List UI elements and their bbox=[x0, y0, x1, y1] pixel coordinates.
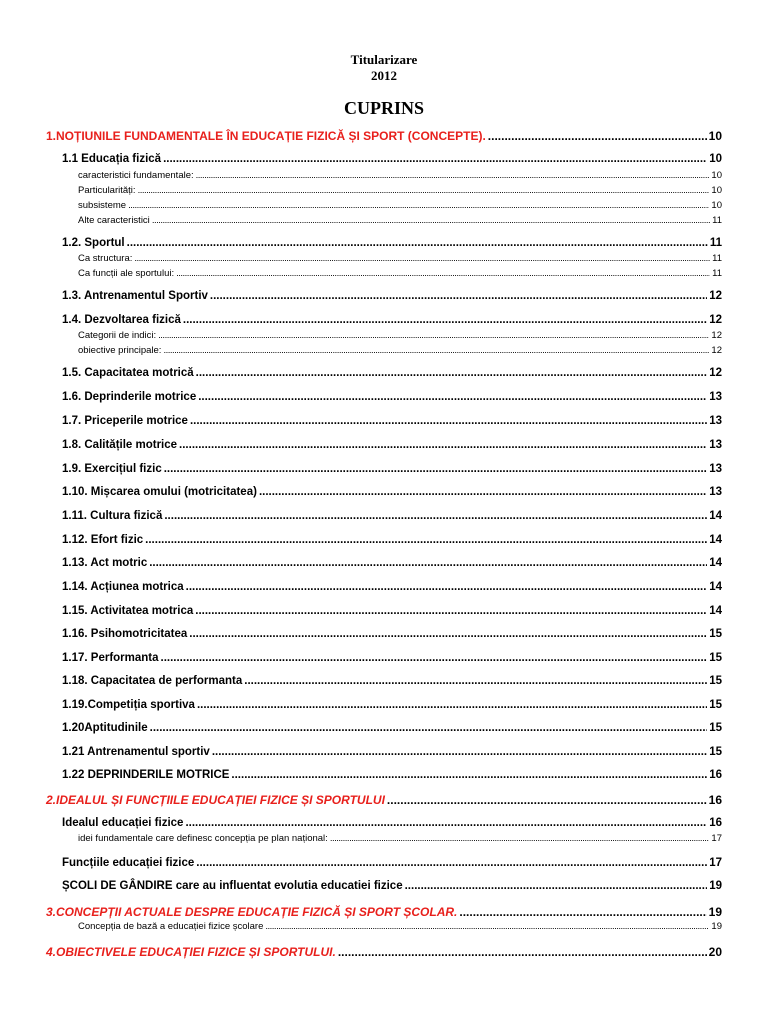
toc-entry-page-number: 11 bbox=[712, 215, 722, 226]
toc-entry-label: 1.1 Educația fizică bbox=[62, 153, 162, 165]
toc-entry-page-number: 14 bbox=[709, 534, 722, 546]
dot-leader bbox=[265, 921, 709, 932]
dot-leader bbox=[179, 439, 707, 451]
header-line1: Titularizare bbox=[350, 52, 418, 67]
toc-entry-level-1[interactable] bbox=[46, 905, 722, 919]
toc-entry-page-number: 14 bbox=[709, 510, 722, 522]
dot-leader bbox=[145, 534, 707, 546]
toc-entry-page-number: 10 bbox=[711, 200, 722, 211]
toc-entry-label: 1.12. Efort fizic bbox=[62, 534, 144, 546]
toc-entry-label: 1.9. Exercițiul fizic bbox=[62, 463, 162, 475]
toc-entry-page-number: 19 bbox=[708, 905, 722, 919]
toc-entry-level-2[interactable] bbox=[62, 415, 722, 427]
toc-entry-page-number: 10 bbox=[708, 129, 722, 143]
dot-leader bbox=[163, 153, 707, 165]
dot-leader bbox=[163, 345, 709, 356]
toc-entry-level-3[interactable] bbox=[78, 200, 722, 211]
toc-entry-page-number: 13 bbox=[709, 463, 722, 475]
toc-entry-page-number: 13 bbox=[709, 486, 722, 498]
toc-entry-level-3[interactable] bbox=[78, 833, 722, 844]
toc-entry-level-3[interactable] bbox=[78, 921, 722, 932]
toc-entry-page-number: 15 bbox=[709, 722, 722, 734]
toc-entry-label: 1.16. Psihomotricitatea bbox=[62, 628, 188, 640]
dot-leader bbox=[196, 170, 710, 181]
toc-entry-label: 1.19.Competiția sportiva bbox=[62, 699, 195, 711]
toc-entry-label: 1.14. Acțiunea motrica bbox=[62, 581, 184, 593]
toc-entry-page-number: 12 bbox=[711, 330, 722, 341]
toc-entry-level-2[interactable] bbox=[62, 237, 722, 249]
toc-entry-level-2[interactable] bbox=[62, 857, 722, 869]
toc-entry-label: Alte caracteristici bbox=[78, 215, 150, 226]
toc-entry-page-number: 12 bbox=[709, 290, 722, 302]
toc-entry-level-2[interactable] bbox=[62, 557, 722, 569]
dot-leader bbox=[387, 793, 707, 807]
toc-entry-page-number: 15 bbox=[709, 675, 722, 687]
toc-entry-page-number: 19 bbox=[709, 880, 722, 892]
dot-leader bbox=[127, 237, 708, 249]
toc-entry-page-number: 12 bbox=[711, 345, 722, 356]
dot-leader bbox=[195, 605, 707, 617]
toc-entry-level-2[interactable] bbox=[62, 628, 722, 640]
toc-entry-level-2[interactable] bbox=[62, 314, 722, 326]
toc-entry-page-number: 14 bbox=[709, 581, 722, 593]
dot-leader bbox=[198, 391, 707, 403]
toc-entry-page-number: 19 bbox=[711, 921, 722, 932]
toc-entry-page-number: 17 bbox=[711, 833, 722, 844]
toc-entry-label: Categorii de indici: bbox=[78, 330, 157, 341]
dot-leader bbox=[259, 486, 707, 498]
dot-leader bbox=[196, 367, 708, 379]
dot-leader bbox=[210, 290, 707, 302]
toc-entry-label: 1.17. Performanta bbox=[62, 652, 159, 664]
toc-entry-page-number: 13 bbox=[709, 439, 722, 451]
toc-entry-level-1[interactable] bbox=[46, 945, 722, 959]
dot-leader bbox=[164, 510, 707, 522]
toc-entry-label: Concepția de bază a educației fizice școlare bbox=[78, 921, 264, 932]
dot-leader bbox=[488, 129, 707, 143]
toc-entry-label: obiective principale: bbox=[78, 345, 162, 356]
toc-entry-page-number: 15 bbox=[709, 699, 722, 711]
dot-leader bbox=[185, 817, 707, 829]
toc-entry-label: 1.7. Priceperile motrice bbox=[62, 415, 188, 427]
toc-entry-level-2[interactable] bbox=[62, 439, 722, 451]
dot-leader bbox=[134, 253, 710, 264]
toc-entry-label: 1.6. Deprinderile motrice bbox=[62, 391, 197, 403]
toc-entry-page-number: 15 bbox=[709, 628, 722, 640]
toc-entry-level-3[interactable] bbox=[78, 345, 722, 356]
toc-entry-level-2[interactable] bbox=[62, 486, 722, 498]
toc-entry-label: 1.15. Activitatea motrica bbox=[62, 605, 194, 617]
toc-entry-level-2[interactable] bbox=[62, 463, 722, 475]
toc-entry-page-number: 11 bbox=[709, 237, 722, 249]
toc-entry-level-1[interactable] bbox=[46, 793, 722, 807]
toc-entry-page-number: 11 bbox=[712, 268, 722, 279]
toc-entry-level-2[interactable] bbox=[62, 391, 722, 403]
toc-entry-page-number: 14 bbox=[709, 605, 722, 617]
toc-entry-level-2[interactable] bbox=[62, 534, 722, 546]
toc-entry-level-2[interactable] bbox=[62, 880, 722, 892]
dot-leader bbox=[196, 857, 707, 869]
toc-entry-label: 1.NOȚIUNILE FUNDAMENTALE ÎN EDUCAȚIE FIZICĂ ȘI SPORT (CONCEPTE). bbox=[46, 129, 486, 143]
toc-entry-page-number: 20 bbox=[708, 945, 722, 959]
toc-entry-label: 1.20Aptitudinile bbox=[62, 722, 148, 734]
toc-entry-label: 1.10. Mișcarea omului (motricitatea) bbox=[62, 486, 257, 498]
toc-entry-level-3[interactable] bbox=[78, 215, 722, 226]
dot-leader bbox=[459, 905, 706, 919]
toc-entry-page-number: 10 bbox=[709, 153, 722, 165]
toc-entry-label: Ca structura: bbox=[78, 253, 133, 264]
toc-entry-page-number: 16 bbox=[709, 769, 722, 781]
toc-entry-page-number: 10 bbox=[711, 185, 722, 196]
toc-entry-label: 1.11. Cultura fizică bbox=[62, 510, 163, 522]
toc-entry-level-3[interactable] bbox=[78, 185, 722, 196]
toc-entry-page-number: 16 bbox=[709, 817, 722, 829]
toc-entry-level-1[interactable] bbox=[46, 129, 722, 143]
toc-title: CUPRINS bbox=[343, 98, 424, 118]
toc-entry-label: 4.OBIECTIVELE EDUCAȚIEI FIZICE ȘI SPORTULUI. bbox=[46, 945, 336, 959]
toc-entry-label: Particularități: bbox=[78, 185, 136, 196]
toc-entry-label: caracteristici fundamentale: bbox=[78, 170, 194, 181]
dot-leader bbox=[338, 945, 707, 959]
toc-entry-label: 1.18. Capacitatea de performanta bbox=[62, 675, 243, 687]
dot-leader bbox=[128, 200, 709, 211]
dot-leader bbox=[197, 699, 707, 711]
toc-entry-level-2[interactable] bbox=[62, 510, 722, 522]
toc-entry-label: 1.5. Capacitatea motrică bbox=[62, 367, 194, 379]
dot-leader bbox=[138, 185, 710, 196]
toc-entry-label: 1.8. Calitățile motrice bbox=[62, 439, 178, 451]
dot-leader bbox=[330, 833, 710, 844]
toc-entry-page-number: 15 bbox=[709, 746, 722, 758]
dot-leader bbox=[161, 652, 708, 664]
toc-entry-label: 3.CONCEPȚII ACTUALE DESPRE EDUCAȚIE FIZICĂ ȘI SPORT ȘCOLAR. bbox=[46, 905, 458, 919]
dot-leader bbox=[212, 746, 707, 758]
toc-entry-level-2[interactable] bbox=[62, 769, 722, 781]
dot-leader bbox=[152, 215, 710, 226]
toc-entry-level-2[interactable] bbox=[62, 652, 722, 664]
dot-leader bbox=[150, 722, 708, 734]
toc-entry-page-number: 13 bbox=[709, 391, 722, 403]
dot-leader bbox=[244, 675, 707, 687]
toc-entry-page-number: 15 bbox=[709, 652, 722, 664]
dot-leader bbox=[231, 769, 707, 781]
toc-entry-label: 1.21 Antrenamentul sportiv bbox=[62, 746, 210, 758]
toc-entry-level-2[interactable] bbox=[62, 605, 722, 617]
toc-entry-label: Ca funcții ale sportului: bbox=[78, 268, 175, 279]
dot-leader bbox=[405, 880, 708, 892]
toc-entry-level-2[interactable] bbox=[62, 290, 722, 302]
header-year: 2012 bbox=[371, 68, 397, 83]
toc-entry-page-number: 12 bbox=[709, 314, 722, 326]
toc-entry-page-number: 17 bbox=[709, 857, 722, 869]
dot-leader bbox=[189, 628, 707, 640]
toc-entry-page-number: 16 bbox=[708, 793, 722, 807]
dot-leader bbox=[183, 314, 707, 326]
toc-entry-level-3[interactable] bbox=[78, 330, 722, 341]
dot-leader bbox=[158, 330, 709, 341]
toc-entry-label: 1.22 DEPRINDERILE MOTRICE bbox=[62, 769, 230, 781]
toc-entry-level-3[interactable] bbox=[78, 253, 722, 264]
toc-entry-level-3[interactable] bbox=[78, 170, 722, 181]
toc-entry-level-2[interactable] bbox=[62, 581, 722, 593]
dot-leader bbox=[176, 268, 710, 279]
toc-entry-label: 2.IDEALUL ȘI FUNCȚIILE EDUCAȚIEI FIZICE ȘI SPORTULUI bbox=[46, 793, 385, 807]
toc-entry-label: Idealul educației fizice bbox=[62, 817, 184, 829]
toc-entry-level-2[interactable] bbox=[62, 817, 722, 829]
toc-entry-label: ȘCOLI DE GÂNDIRE care au influentat evolutia educatiei fizice bbox=[62, 880, 403, 892]
dot-leader bbox=[190, 415, 707, 427]
toc-entry-level-2[interactable] bbox=[62, 722, 722, 734]
dot-leader bbox=[164, 463, 707, 475]
toc-entry-page-number: 13 bbox=[709, 415, 722, 427]
toc-entry-page-number: 14 bbox=[709, 557, 722, 569]
dot-leader bbox=[149, 557, 707, 569]
dot-leader bbox=[186, 581, 708, 593]
toc-entry-level-2[interactable] bbox=[62, 675, 722, 687]
toc-entry-level-2[interactable] bbox=[62, 746, 722, 758]
toc-entry-level-2[interactable] bbox=[62, 699, 722, 711]
toc-entry-label: 1.2. Sportul bbox=[62, 237, 125, 249]
toc-entry-label: idei fundamentale care definesc concepția pe plan național: bbox=[78, 833, 328, 844]
toc-entry-level-2[interactable] bbox=[62, 153, 722, 165]
toc-entry-label: subsisteme bbox=[78, 200, 127, 211]
toc-entry-label: 1.13. Act motric bbox=[62, 557, 148, 569]
toc-entry-page-number: 10 bbox=[711, 170, 722, 181]
toc-entry-page-number: 12 bbox=[709, 367, 722, 379]
toc-entry-label: 1.3. Antrenamentul Sportiv bbox=[62, 290, 208, 302]
toc-entry-label: Funcțiile educației fizice bbox=[62, 857, 195, 869]
toc-entry-label: 1.4. Dezvoltarea fizică bbox=[62, 314, 181, 326]
toc-entry-page-number: 11 bbox=[712, 253, 722, 264]
toc-entry-level-3[interactable] bbox=[78, 268, 722, 279]
toc-entry-level-2[interactable] bbox=[62, 367, 722, 379]
